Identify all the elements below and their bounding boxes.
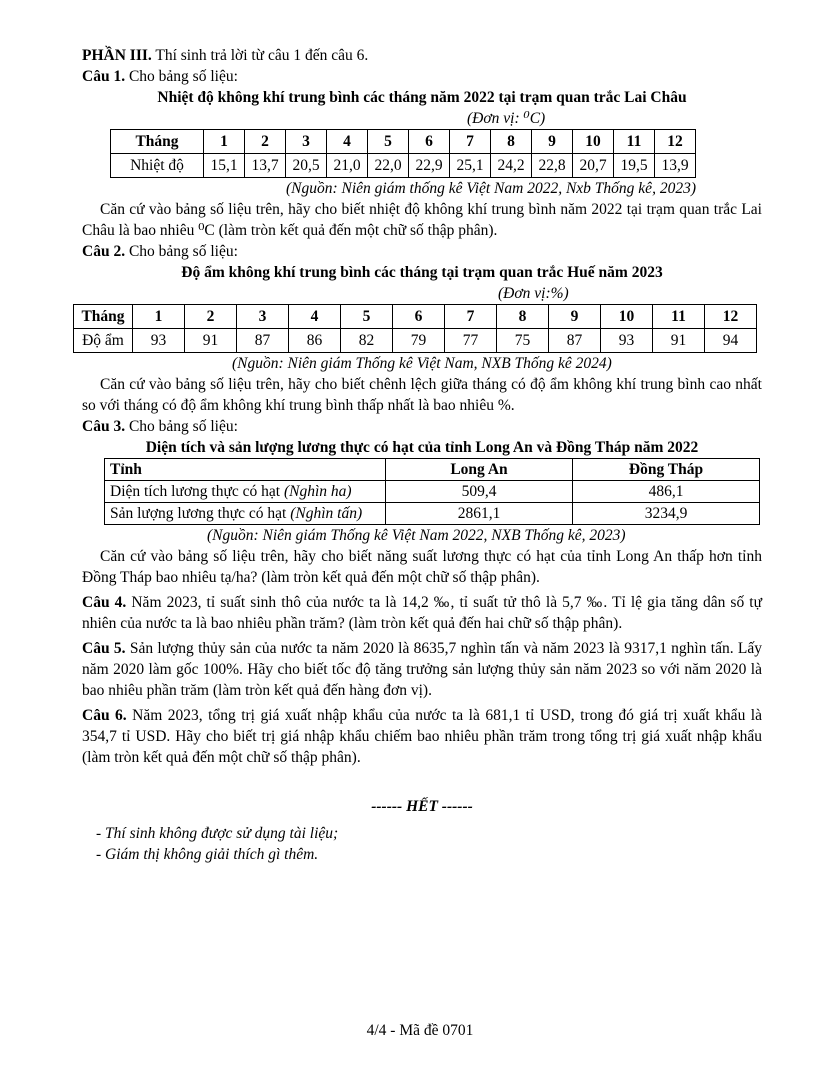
q1-month-cell: 4 [327,130,368,154]
q4-text: Năm 2023, tỉ suất sinh thô của nước ta là 14,2 ‰, tỉ suất tử thô là 5,7 ‰. Tỉ lệ gia tăng dân số tự nhiên của nước ta là bao nhiêu phần trăm? (làm tròn kết quả đến hai chữ số thập phân). [82,594,762,632]
q5-paragraph [82,638,762,701]
q1-month-cell: 3 [286,130,327,154]
part-text: Thí sinh trả lời từ câu 1 đến câu 6. [151,47,369,64]
q2-value-cell: 93 [133,329,185,353]
q2-month-cell: 6 [393,305,445,329]
page-footer: 4/4 - Mã đề 0701 [366,1022,474,1039]
q6-label: Câu 6. [82,707,127,724]
part-heading [82,45,762,66]
q1-value-cell: 13,9 [655,154,696,178]
q1-value-cell: 19,5 [614,154,655,178]
q2-value-cell: 87 [237,329,289,353]
q1-month-cell: 2 [245,130,286,154]
q1-month-cell: 8 [491,130,532,154]
q5-text: Sản lượng thủy sản của nước ta năm 2020 là 8635,7 nghìn tấn và năm 2023 là 9317,1 nghìn tấn. Lấy năm 2020 làm gốc 100%. Hãy cho biết tốc độ tăng trưởng sản lượng thủy sản năm 2023 so với năm 2020 là bao nhiêu phần trăm (làm tròn kết quả đến hàng đơn vị). [82,640,762,699]
q1-month-cell: 1 [204,130,245,154]
q6-text: Năm 2023, tổng trị giá xuất nhập khẩu của nước ta là 681,1 tỉ USD, trong đó giá trị xuất khẩu là 354,7 tỉ USD. Hãy cho biết trị giá nhập khẩu chiếm bao nhiêu phần trăm trong tổng trị giá xuất nhập khẩu (làm tròn kết quả đến một chữ số thập phân). [82,707,762,766]
q2-month-cell: 1 [133,305,185,329]
q3-intro: Cho bảng số liệu: [125,418,238,435]
q2-month-row [74,305,757,329]
q1-month-cell: 12 [655,130,696,154]
q1-unit: (Đơn vị: ⁰C) [467,110,546,127]
q3-output-dong-thap: 3234,9 [573,503,760,525]
q1-value-cell: 20,5 [286,154,327,178]
note-no-materials: - Thí sinh không được sử dụng tài liệu; [96,825,339,842]
q2-row-header-humidity: Độ ẩm [74,329,133,353]
q1-value-cell: 13,7 [245,154,286,178]
q3-grain-table [104,458,760,525]
q2-question: Căn cứ vào bảng số liệu trên, hãy cho biết chênh lệch giữa tháng có độ ẩm không khí trung bình cao nhất so với tháng có độ ẩm không khí trung bình thấp nhất là bao nhiêu %. [82,376,762,414]
q2-value-row [74,329,757,353]
q1-question: Căn cứ vào bảng số liệu trên, hãy cho biết nhiệt độ không khí trung bình năm 2022 tại trạm quan trắc Lai Châu là bao nhiêu ⁰C (làm tròn kết quả đến một chữ số thập phân). [82,201,762,239]
q3-area-label [105,481,386,503]
q2-month-cell: 12 [705,305,757,329]
q4-label: Câu 4. [82,594,127,611]
q2-value-cell: 91 [653,329,705,353]
q2-month-cell: 2 [185,305,237,329]
q2-month-cell: 3 [237,305,289,329]
q2-month-cell: 7 [445,305,497,329]
q1-month-cell: 7 [450,130,491,154]
q1-value-cell: 20,7 [573,154,614,178]
q3-header-dong-thap: Đồng Tháp [573,459,760,481]
q3-area-row [105,481,760,503]
q2-source: (Nguồn: Niên giám Thống kê Việt Nam, NXB Thống kê 2024) [232,355,612,372]
q3-header-province: Tỉnh [105,459,386,481]
q1-value-cell: 25,1 [450,154,491,178]
q3-output-label-text: Sản lượng lương thực có hạt [110,505,291,522]
q3-area-dong-thap: 486,1 [573,481,760,503]
q2-month-cell: 10 [601,305,653,329]
q1-source: (Nguồn: Niên giám thống kê Việt Nam 2022, Nxb Thống kê, 2023) [286,180,696,197]
q3-output-label [105,503,386,525]
q3-heading [82,416,762,437]
q2-value-cell: 77 [445,329,497,353]
q5-label: Câu 5. [82,640,126,657]
q2-month-cell: 9 [549,305,601,329]
q3-area-label-text: Diện tích lương thực có hạt [110,483,284,500]
q1-table-title: Nhiệt độ không khí trung bình các tháng năm 2022 tại trạm quan trắc Lai Châu [157,89,687,106]
part-label: PHẦN III. [82,47,152,64]
q3-label: Câu 3. [82,418,126,435]
q3-area-unit: (Nghìn ha) [283,483,352,500]
q2-value-cell: 94 [705,329,757,353]
q2-value-cell: 93 [601,329,653,353]
q2-value-cell: 87 [549,329,601,353]
q1-row-header-month: Tháng [111,130,204,154]
q1-month-row [111,130,696,154]
q2-heading [82,241,762,262]
q3-output-row [105,503,760,525]
q1-row-header-temperature: Nhiệt độ [111,154,204,178]
note-no-explanation: - Giám thị không giải thích gì thêm. [96,846,319,863]
q1-value-cell: 15,1 [204,154,245,178]
q3-output-long-an: 2861,1 [386,503,573,525]
q2-row-header-month: Tháng [74,305,133,329]
q1-intro: Cho bảng số liệu: [125,68,238,85]
q1-temperature-table [110,129,696,178]
q1-month-cell: 5 [368,130,409,154]
exam-page [82,45,762,865]
q3-header-row [105,459,760,481]
q2-value-cell: 86 [289,329,341,353]
q2-month-cell: 8 [497,305,549,329]
q3-question: Căn cứ vào bảng số liệu trên, hãy cho biết năng suất lương thực có hạt của tỉnh Long An thấp hơn tỉnh Đồng Tháp bao nhiêu tạ/ha? (làm tròn kết quả đến một chữ số thập phân). [82,548,762,586]
q1-heading [82,66,762,87]
q1-value-row [111,154,696,178]
q3-output-unit: (Nghìn tấn) [290,505,363,522]
end-mark: ------ HẾT ------ [371,798,473,815]
q4-paragraph [82,592,762,634]
q2-intro: Cho bảng số liệu: [125,243,238,260]
q1-month-cell: 10 [573,130,614,154]
q2-value-cell: 79 [393,329,445,353]
q1-value-cell: 22,0 [368,154,409,178]
q1-month-cell: 11 [614,130,655,154]
q2-table-title: Độ ẩm không khí trung bình các tháng tại trạm quan trắc Huế năm 2023 [181,264,663,281]
q1-month-cell: 6 [409,130,450,154]
q2-value-cell: 82 [341,329,393,353]
q1-value-cell: 22,8 [532,154,573,178]
q1-value-cell: 21,0 [327,154,368,178]
q6-paragraph [82,705,762,768]
q3-source: (Nguồn: Niên giám Thống kê Việt Nam 2022, NXB Thống kê, 2023) [207,527,626,544]
q1-value-cell: 22,9 [409,154,450,178]
q1-label: Câu 1. [82,68,126,85]
q2-month-cell: 4 [289,305,341,329]
q3-area-long-an: 509,4 [386,481,573,503]
q2-unit: (Đơn vị:%) [498,285,569,302]
q2-value-cell: 75 [497,329,549,353]
q2-month-cell: 11 [653,305,705,329]
q3-header-long-an: Long An [386,459,573,481]
q2-humidity-table [73,304,757,353]
q1-value-cell: 24,2 [491,154,532,178]
q2-label: Câu 2. [82,243,126,260]
q1-month-cell: 9 [532,130,573,154]
q3-table-title: Diện tích và sản lượng lương thực có hạt của tỉnh Long An và Đồng Tháp năm 2022 [145,439,699,456]
q2-value-cell: 91 [185,329,237,353]
q2-month-cell: 5 [341,305,393,329]
